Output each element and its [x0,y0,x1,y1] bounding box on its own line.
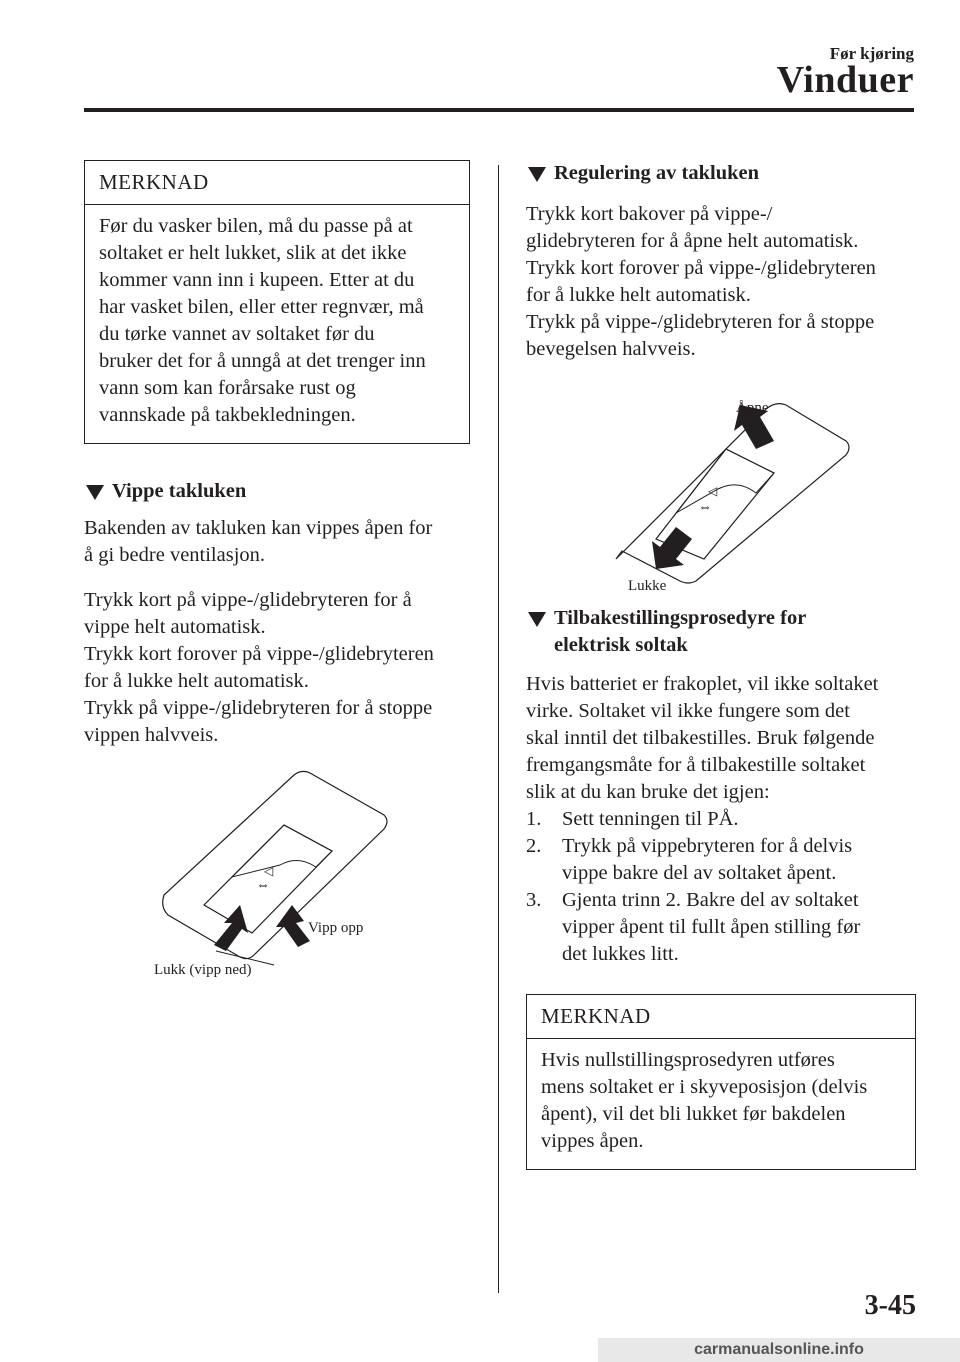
slide-switch-illustration [526,369,916,587]
note-line: soltaket er helt lukket, slik at det ikke [99,242,407,264]
step-list [526,806,916,968]
step-item [526,833,916,887]
text-line: å gi bedre ventilasjon. [84,544,266,566]
column-divider [498,165,499,1293]
svg-text:⇔: ⇔ [256,878,270,893]
text-line: Trykk på vippe-/glidebryteren for å stoppe [84,697,433,719]
note-heading: MERKNAD [527,995,915,1039]
svg-text:◁: ◁ [264,864,274,878]
text-line: bevegelsen halvveis. [526,338,696,360]
note-line: bruker det for å unngå at det trenger inn [99,350,426,372]
section-heading [84,478,470,505]
text-line: Trykk kort bakover på vippe-/ [526,203,773,225]
text-line: skal inntil det tilbakestilles. Bruk følgende [526,727,875,749]
step-text: Gjenta trinn 2. Bakre del av soltaket [562,889,859,911]
text-line: fremgangsmåte for å tilbakestille soltaket [526,754,866,776]
text-line: Trykk kort på vippe-/glidebryteren for å [84,589,412,611]
triangle-bullet-icon [528,167,546,182]
page-title: Vinduer [776,59,914,101]
text-line: vippen halvveis. [84,724,219,746]
note-line: mens soltaket er i skyveposisjon (delvis [541,1076,868,1098]
paragraph [84,587,470,749]
text-line: Trykk på vippe-/glidebryteren for å stoppe [526,311,875,333]
note-body [527,1039,915,1169]
note-line: har vasket bilen, eller etter regnvær, må [99,296,424,318]
figure-label-close: Lukke [628,578,667,594]
triangle-bullet-icon [86,485,104,500]
tilt-switch-figure [84,755,470,995]
step-text: det lukkes litt. [562,943,679,965]
left-column [84,160,470,995]
heading-text: Regulering av takluken [554,162,760,184]
heading-text: Tilbakestillingsprosedyre for [554,607,807,629]
page-number: 3-45 [864,1290,916,1321]
text-line: for å lukke helt automatisk. [84,670,309,692]
note-line: Hvis nullstillingsprosedyren utføres [541,1049,835,1071]
heading-text: elektrisk soltak [554,634,688,656]
figure-label-tilt-close: Lukk (vipp ned) [154,962,252,978]
tilt-switch-illustration [84,755,470,995]
step-item [526,887,916,968]
note-line: vann som kan forårsake rust og [99,377,356,399]
note-line: åpent), vil det bli lukket før bakdelen [541,1103,846,1125]
svg-text:◁: ◁ [708,484,718,498]
step-text: vippe bakre del av soltaket åpent. [562,862,837,884]
text-line: glidebryteren for å åpne helt automatisk. [526,230,859,252]
text-line: Trykk kort forover på vippe-/glidebryteren [84,643,434,665]
note-line: du tørke vannet av soltaket før du [99,323,375,345]
text-line: Bakenden av takluken kan vippes åpen for [84,517,433,539]
step-text: Sett tenningen til PÅ. [562,808,739,830]
note-box [526,994,916,1170]
note-line: kommer vann inn i kupeen. Etter at du [99,269,415,291]
step-number: 2. [526,835,542,857]
text-line: for å lukke helt automatisk. [526,284,751,306]
text-line: Hvis batteriet er frakoplet, vil ikke soltaket [526,673,879,695]
section-heading [526,605,916,659]
paragraph [84,515,470,569]
figure-label-open: Åpne [736,400,769,416]
text-line: vippe helt automatisk. [84,616,266,638]
note-heading: MERKNAD [85,161,469,205]
note-line: Før du vasker bilen, må du passe på at [99,215,413,237]
footer-watermark[interactable]: carmanualsonline.info [598,1338,960,1362]
step-number: 3. [526,889,542,911]
paragraph [526,201,916,363]
svg-text:⇔: ⇔ [698,500,712,515]
note-box [84,160,470,444]
step-text: vipper åpent til fullt åpen stilling før [562,916,861,938]
section-heading [526,160,916,187]
note-line: vannskade på takbekledningen. [99,404,356,426]
triangle-bullet-icon [528,612,546,627]
right-column [526,160,916,1170]
text-line: virke. Soltaket vil ikke fungere som det [526,700,850,722]
text-line: slik at du kan bruke det igjen: [526,781,770,803]
section-title: Før kjøring [829,44,914,63]
text-line: Trykk kort forover på vippe-/glidebryteren [526,257,876,279]
slide-switch-figure [526,369,916,594]
note-line: vippes åpen. [541,1130,644,1152]
step-text: Trykk på vippebryteren for å delvis [562,835,853,857]
note-body [85,205,469,443]
figure-label-tilt-up: Vipp opp [308,920,364,936]
heading-text: Vippe takluken [112,480,247,502]
step-number: 1. [526,808,542,830]
paragraph [526,671,916,806]
header-divider [84,108,914,112]
step-item [526,806,916,833]
